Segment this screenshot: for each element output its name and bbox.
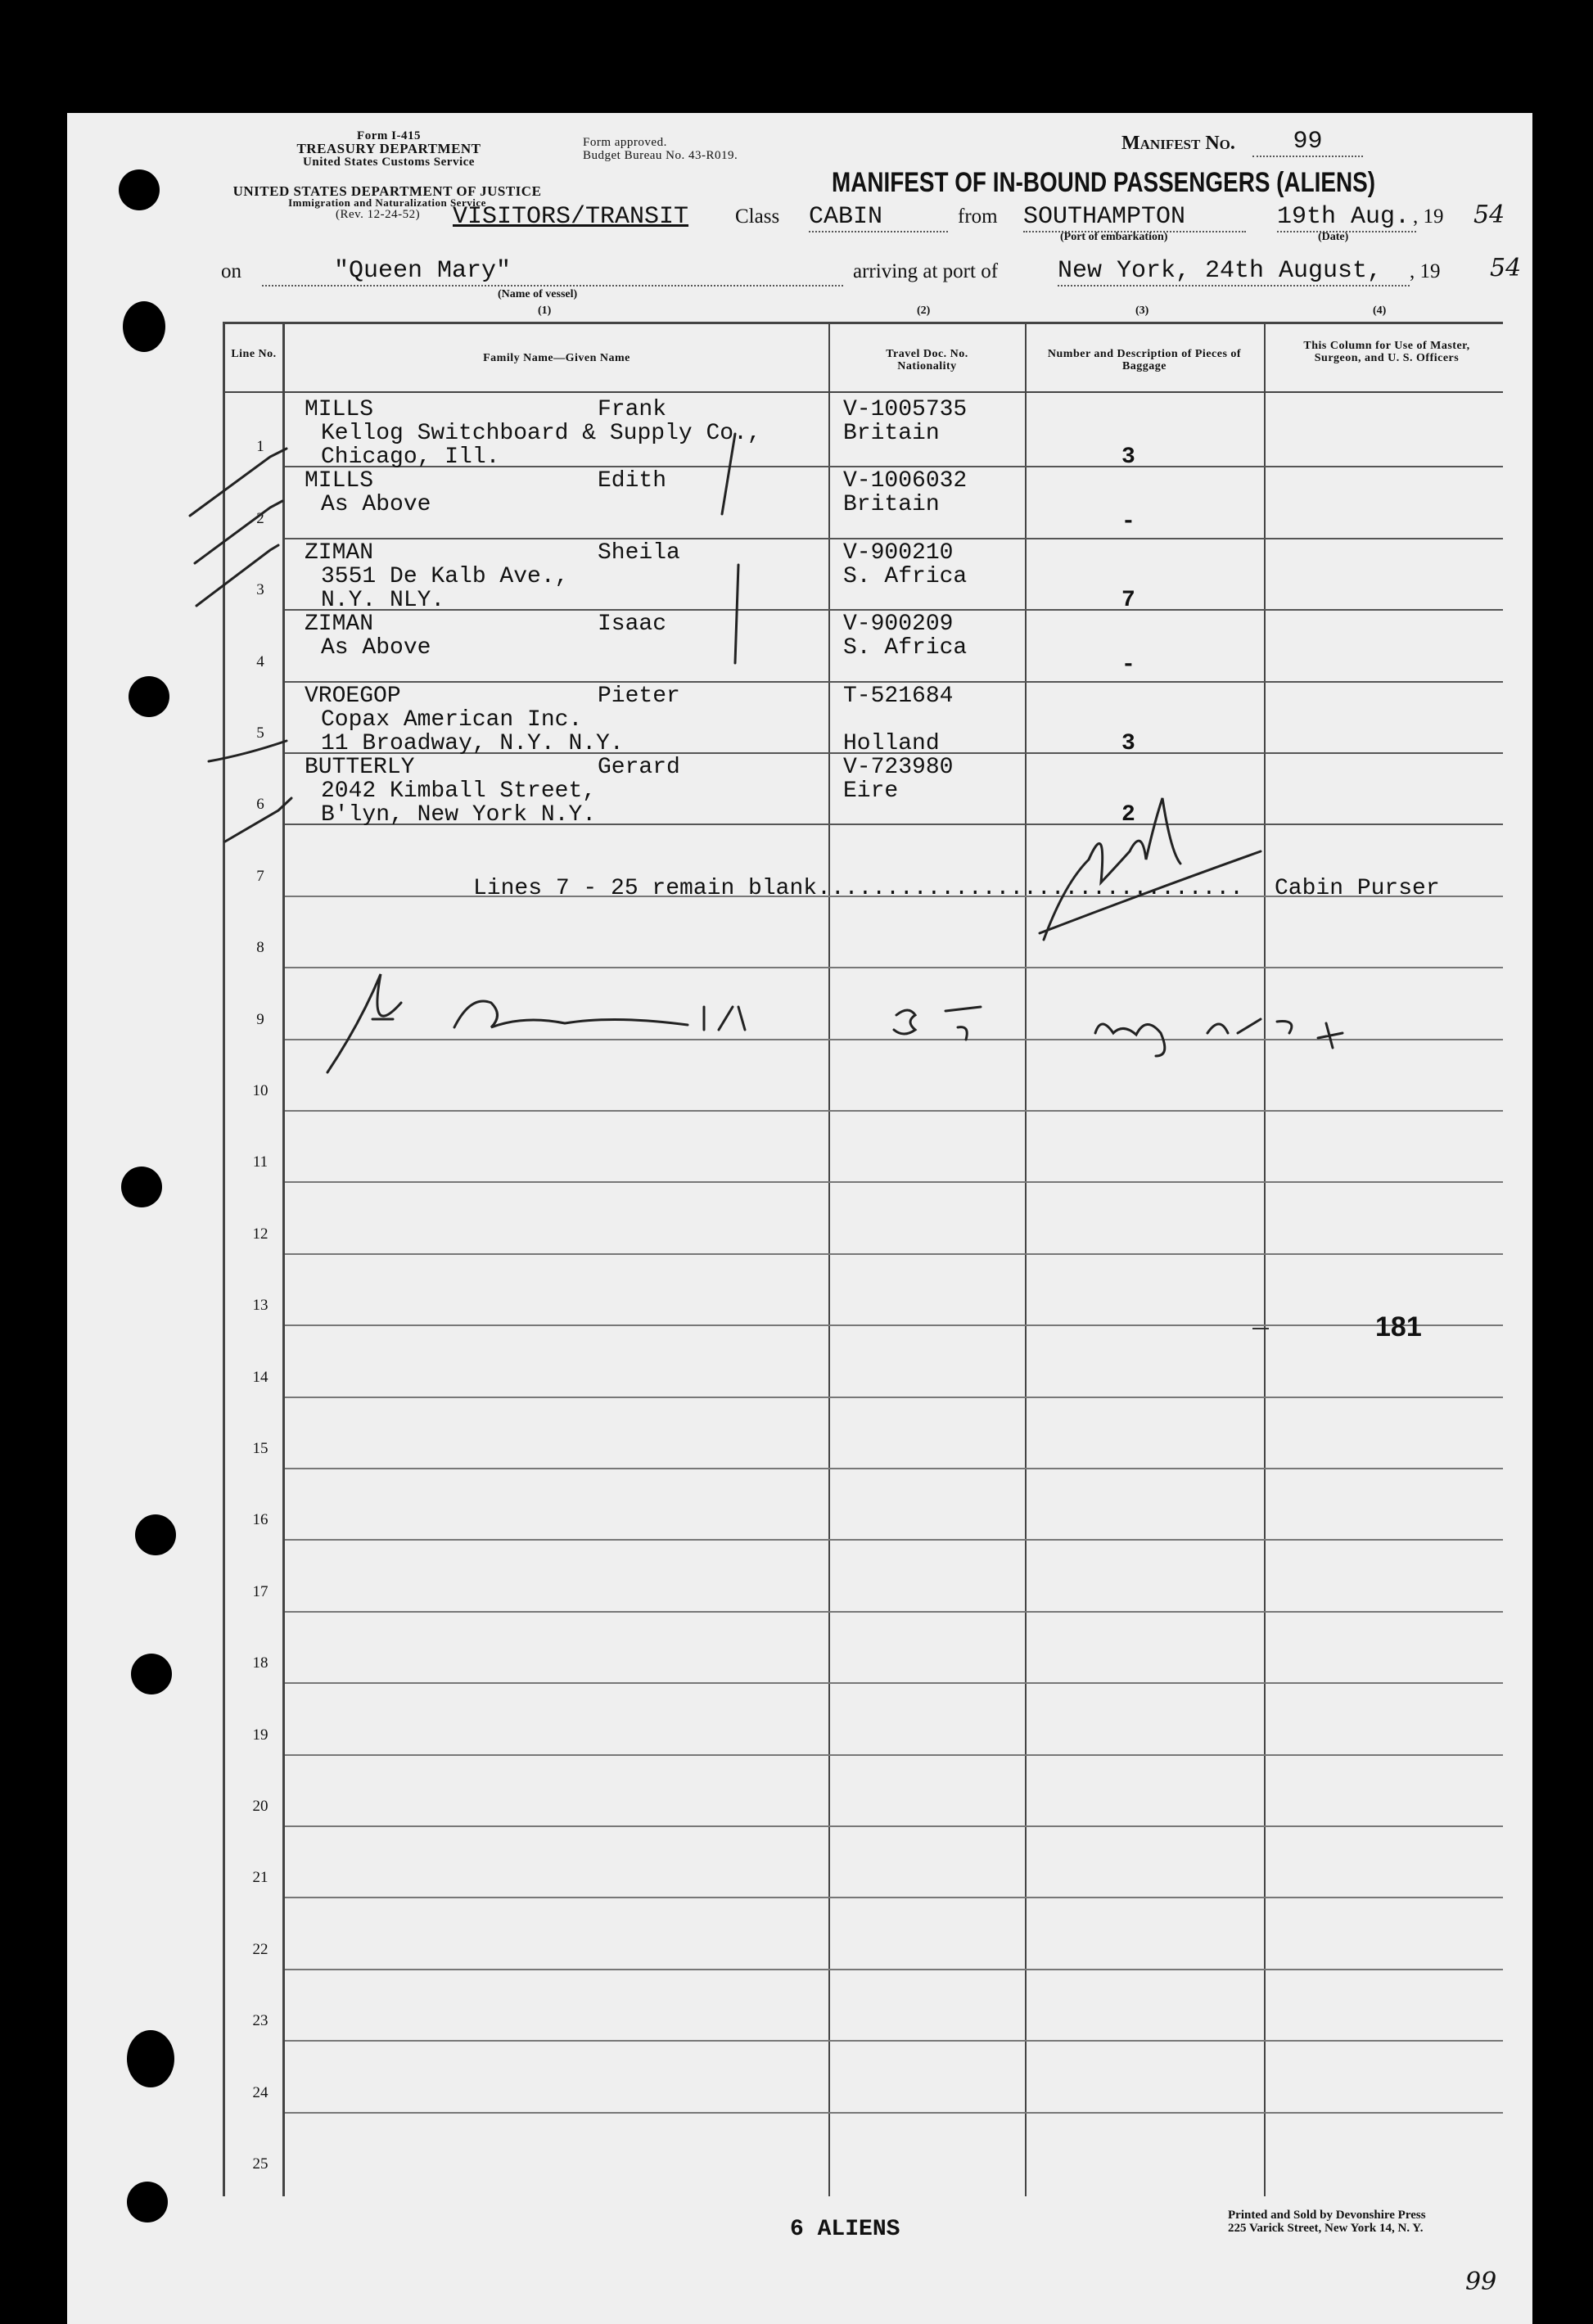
baggage-count: 2 — [1121, 802, 1135, 828]
nationality: Eire — [843, 778, 899, 804]
printer-line-1: Printed and Sold by Devonshire Press — [1228, 2209, 1426, 2222]
col-num-1: (1) — [538, 305, 552, 317]
printer-line-2: 225 Varick Street, New York 14, N. Y. — [1228, 2222, 1424, 2235]
travel-doc-number: V-1005735 — [843, 397, 968, 422]
given-name: Isaac — [598, 611, 667, 638]
vessel-caption: (Name of vessel) — [498, 288, 578, 300]
col-num-4: (4) — [1373, 305, 1387, 317]
line-number: 24 — [252, 2083, 269, 2101]
baggage-count: 3 — [1121, 444, 1135, 470]
line-number: 8 — [256, 939, 264, 957]
baggage-count: 3 — [1121, 730, 1135, 756]
travel-doc-number: V-723980 — [843, 755, 954, 780]
page-number: 99 — [1465, 2268, 1497, 2296]
time-mark — [894, 1007, 981, 1040]
travel-doc-number: V-1006032 — [843, 468, 968, 494]
line-number: 16 — [252, 1511, 269, 1529]
line-number: 13 — [252, 1297, 269, 1315]
dept-justice: UNITED STATES DEPARTMENT OF JUSTICE — [232, 183, 542, 199]
line-number: 9 — [256, 1010, 264, 1028]
dot-leader: ............................... — [817, 876, 1243, 901]
ins-service: Immigration and Naturalization Service — [288, 196, 486, 209]
line-number: 12 — [252, 1225, 269, 1243]
printer-imprint — [1228, 2209, 1426, 2235]
address-line: 2042 Kimball Street, — [321, 778, 597, 804]
manifest-number: 99 — [1252, 128, 1363, 157]
bracket-mark — [735, 565, 738, 663]
line-number: 11 — [252, 1153, 269, 1171]
stamp-number-181: 181 — [1375, 1311, 1422, 1343]
given-name: Sheila — [598, 539, 680, 566]
budget-bureau: Budget Bureau No. 43-R019. — [583, 149, 738, 162]
category-value: VISITORS/TRANSIT — [453, 203, 689, 231]
line-number: 17 — [252, 1582, 269, 1600]
col-header-name: Family Name—Given Name — [483, 352, 630, 364]
page-title: MANIFEST OF IN-BOUND PASSENGERS (ALIENS) — [832, 167, 1375, 198]
family-name: BUTTERLY — [305, 755, 415, 780]
col-num-2: (2) — [917, 305, 931, 317]
tick-mark — [225, 798, 291, 842]
family-name: MILLS — [305, 397, 374, 422]
date-caption: (Date) — [1318, 231, 1349, 243]
given-name: Edith — [598, 468, 667, 494]
line-number: 6 — [256, 796, 264, 814]
line-number: 22 — [252, 1940, 269, 1958]
given-name: Frank — [598, 397, 667, 422]
line-number: 1 — [256, 438, 264, 456]
arrival-year-suffix: 54 — [1490, 254, 1522, 282]
col-num-3: (3) — [1135, 305, 1149, 317]
line-number: 25 — [252, 2155, 269, 2173]
on-label: on — [221, 260, 241, 282]
revision-date: (Rev. 12-24-52) — [336, 208, 421, 221]
address-line: Chicago, Ill. — [321, 444, 500, 470]
tick-mark — [195, 501, 282, 563]
line-number: 14 — [252, 1368, 269, 1386]
purser-signature — [1040, 798, 1261, 940]
line-number: 15 — [252, 1440, 269, 1457]
travel-doc-number: T-521684 — [843, 683, 954, 709]
line-number: 7 — [256, 867, 264, 885]
address-line: Copax American Inc. — [321, 706, 583, 733]
nationality: S. Africa — [843, 635, 968, 661]
col-header-travel-doc: Travel Doc. No. Nationality — [886, 348, 968, 372]
class-label: Class — [735, 205, 780, 228]
class-value: CABIN — [809, 203, 948, 232]
nationality: Britain — [843, 421, 940, 446]
line-number: 19 — [252, 1726, 269, 1744]
cabin-purser: Cabin Purser — [1275, 876, 1440, 901]
tick-mark — [209, 741, 287, 761]
line-number: 20 — [252, 1798, 269, 1815]
family-name: ZIMAN — [305, 539, 374, 566]
line-number: 5 — [256, 724, 264, 742]
dash-mark — [1252, 1328, 1269, 1329]
blank-note-text: Lines 7 - 25 remain blank — [473, 876, 818, 901]
col-header-line-no: Line No. — [231, 348, 277, 360]
address-line: N.Y. NLY. — [321, 587, 445, 613]
given-name: Pieter — [598, 683, 680, 709]
address-line: B'lyn, New York N.Y. — [321, 802, 597, 828]
address-line: 3551 De Kalb Ave., — [321, 563, 569, 589]
line-number: 3 — [256, 581, 264, 599]
port-caption: (Port of embarkation) — [1060, 231, 1168, 243]
arrival-port-date: New York, 24th August, — [1058, 257, 1410, 287]
from-label: from — [958, 205, 998, 228]
departure-date: 19th Aug. — [1277, 203, 1416, 232]
line-number: 2 — [256, 509, 264, 527]
travel-doc-number: V-900210 — [843, 539, 954, 566]
date-mark — [1095, 1019, 1343, 1056]
family-name: VROEGOP — [305, 683, 401, 709]
form-number: Form I-415 — [357, 129, 421, 142]
year-prefix: , 19 — [1413, 205, 1444, 228]
travel-doc-number: V-900209 — [843, 611, 954, 638]
treasury-department: TREASURY DEPARTMENT — [296, 141, 481, 156]
line-number: 23 — [252, 2012, 269, 2030]
address-line: 11 Broadway, N.Y. N.Y. — [321, 730, 624, 756]
line-number: 4 — [256, 652, 264, 670]
port-of-embarkation: SOUTHAMPTON — [1023, 203, 1246, 232]
year-suffix: 54 — [1473, 201, 1505, 229]
nationality: Holland — [843, 730, 940, 756]
form-approved: Form approved. — [583, 136, 667, 149]
address-line: Kellog Switchboard & Supply Co., — [321, 421, 761, 446]
vessel-name: "Queen Mary" — [262, 257, 843, 287]
col-header-baggage: Number and Description of Pieces of Baggage — [1047, 348, 1242, 372]
family-name: MILLS — [305, 468, 374, 494]
col-header-officers: This Column for Use of Master, Surgeon, and U. S. Officers — [1303, 340, 1470, 364]
inspector-signature — [327, 974, 745, 1072]
baggage-count: 7 — [1121, 587, 1135, 613]
customs-service: United States Customs Service — [303, 156, 475, 169]
given-name: Gerard — [598, 755, 680, 780]
arrival-year-prefix: , 19 — [1410, 260, 1441, 282]
line-number: 18 — [252, 1654, 269, 1672]
address-line: As Above — [321, 492, 431, 518]
line-number: 10 — [252, 1082, 269, 1099]
baggage-count: - — [1121, 509, 1135, 535]
nationality: Britain — [843, 492, 940, 518]
line-number: 21 — [252, 1869, 269, 1887]
nationality: S. Africa — [843, 563, 968, 589]
aliens-count: 6 ALIENS — [790, 2217, 900, 2242]
address-line: As Above — [321, 635, 431, 661]
bracket-mark — [722, 434, 735, 514]
family-name: ZIMAN — [305, 611, 374, 638]
manifest-label: Manifest No. — [1121, 133, 1235, 154]
arriving-label: arriving at port of — [853, 260, 999, 282]
baggage-count: - — [1121, 652, 1135, 679]
